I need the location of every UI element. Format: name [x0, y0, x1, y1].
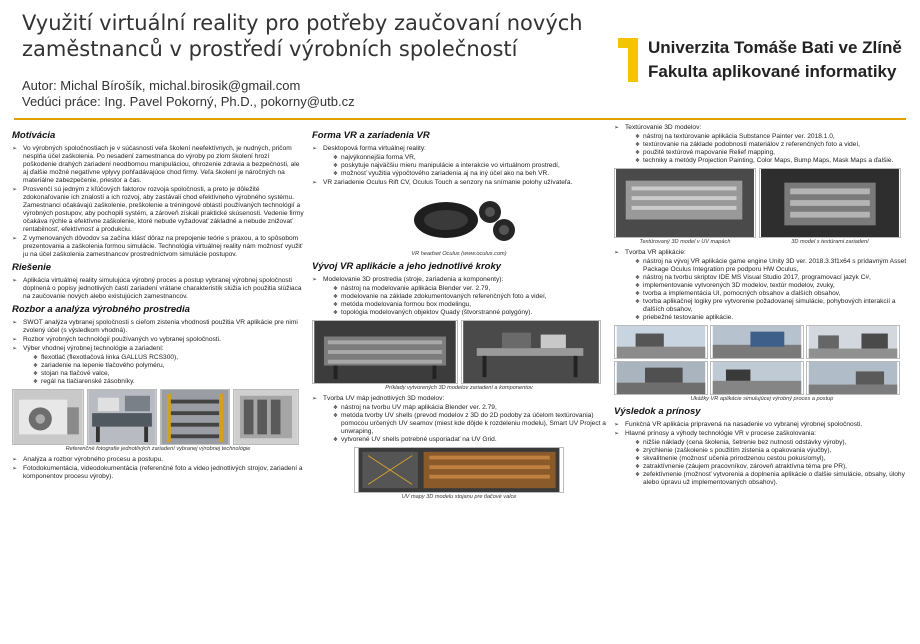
sub-list-item: ❖ použité textúrové mapovanie Relief mapping, [635, 149, 910, 157]
caption-uv-textured: Textúrovaný 3D model v UV mapách [639, 239, 731, 245]
section-heading-vysledok: Výsledok a prínosy [614, 406, 701, 417]
vr-app-list [614, 249, 910, 322]
sub-list-item: ❖ priebežné testovanie aplikácie. [635, 314, 910, 322]
sub-list-item: ❖ možnosť využitia výpočtového zariadenia aj na iný účel ako na beh VR. [333, 170, 606, 178]
texture-render-right [759, 168, 901, 249]
model-renders [312, 320, 606, 384]
sub-list-item: ❖ tvorba aplikačnej logiky pre vytvorenie požadovanej simulácie, pohybových interakcií a ďalších obsahov, [635, 298, 910, 314]
list-item [312, 145, 606, 178]
vr-app-screenshot [806, 361, 900, 395]
section-heading-vyvoj: Vývoj VR aplikácie a jeho jednotlivé kroky [312, 261, 502, 272]
vr-app-screenshot [710, 361, 804, 395]
university-logo [618, 36, 908, 88]
list-item [312, 179, 606, 187]
sub-list-item: ❖ najvýkonnejšia forma VR, [333, 154, 606, 162]
header-divider [14, 118, 906, 120]
sub-list-item: ❖ skvalitnenie (možnosť učenia prirodzenou cestou pokus/omyl), [635, 455, 910, 463]
sub-list-item: ❖ zatraktívnenie (záujem pracovníkov, zároveň atraktívna téma pre PR), [635, 463, 910, 471]
sub-list-item: ❖ nástroj na tvorbu skriptov IDE MS Visual Studio 2017, programovací jazyk C#, [635, 274, 910, 282]
list-item [312, 276, 606, 317]
sub-list [635, 439, 910, 487]
section-heading-motivacia: Motivácia [12, 130, 56, 141]
list-item-text: Funkčná VR aplikácia pripravená na nasadenie vo vybranej výrobnej spoločnosti. [625, 421, 863, 428]
sub-list-item: ❖ nástroj na tvorbu UV máp aplikácia Blender ver. 2.79, [333, 404, 606, 412]
caption-vr-app: Ukážky VR aplikácie simulujúcej výrobný proces a postup [690, 396, 834, 402]
list-item-text: VR zariadenie Oculus Rift CV, Oculus Touch a senzory na snímanie polohy užívateľa. [323, 179, 573, 186]
logo-university-name: Univerzita Tomáše Bati ve Zlíně [648, 38, 902, 57]
list-item: ➢ Analýza a rozbor výrobného procesu a postupu. [12, 456, 304, 464]
reference-photo-flexo-line [12, 389, 84, 445]
caption-vr-headset: VR headset Oculus (www.oculus.com) [411, 251, 507, 257]
sub-list [635, 258, 910, 322]
render-uv-textured [614, 168, 756, 238]
reference-photo-roller-stand [160, 389, 230, 445]
list-item [614, 249, 910, 322]
sub-list-item: ❖ metóda modelovania formou box modelingu, [333, 301, 606, 309]
render-textured-model [759, 168, 901, 238]
list-item-text: Hlavné prínosy a výhody technológie VR v procese zaškolovania: [625, 430, 816, 437]
sub-list-item: ❖ zariadenie na lepenie tlačového polyméru, [33, 362, 304, 370]
list-item: ➢ Z vymenovaných dôvodov sa začína klásť dôraz na prepojenie teórie s praxou, a to spôsobom prezentovania a zaškolenia formou simulácie. Technológia virtuálnej reality nám možnosť využiť ju na účel zaškolenia zamestnancov prostredníctvom simulácie postupov. [12, 235, 304, 259]
sub-list-item: ❖ zefektívnenie (možnosť vytvorenia a doplnenia aplikácie o ďalšie simulácie, obsahy, úlohy alebo úpravu už implementovaných obsahov). [635, 471, 910, 487]
rozbor-list [12, 319, 304, 386]
vr-headset-image [394, 190, 524, 250]
column-1 [12, 128, 304, 484]
column-3 [614, 124, 910, 490]
forma-list [312, 145, 606, 187]
list-item-text: Modelovanie 3D prostredia (stroje, zariadenia a komponenty): [323, 276, 504, 283]
author-line: Autor: Michal Bírošík, michal.birosik@gmail.com [22, 78, 301, 93]
texture-render-left [614, 168, 756, 249]
reference-photo-printer-rack [233, 389, 299, 445]
list-item-text: Tvorba VR aplikácie: [625, 249, 686, 256]
sub-list-item: ❖ flexotlač (flexotlačová linka GALLUS RCS300), [33, 354, 304, 362]
caption-reference-photos: Referenčné fotografie jednotlivých zariadení vybranej výrobnej technológie [65, 446, 251, 452]
sub-list-item: ❖ implementovanie vytvorených 3D modelov, textúr modelov, zvuky, [635, 282, 910, 290]
sub-list-item: ❖ stojan na tlačové valce, [33, 370, 304, 378]
vr-app-screenshot [614, 325, 708, 359]
sub-list-item: ❖ tvorba a implementácia UI, pomocných obsahov a ďalších obsahov, [635, 290, 910, 298]
vr-app-screenshot [614, 361, 708, 395]
list-item [12, 319, 304, 335]
sub-list-item: ❖ zrýchlenie (zaškolenie s použitím zistenia a opakovania výučby), [635, 447, 910, 455]
vr-app-screenshot [710, 325, 804, 359]
caption-uv-map: UV mapy 3D modelu stojanu pre tlačové valce [401, 494, 517, 500]
list-item: ➢ Prosvenčí sú jedným z kľúčových faktorov rozvoja spoločnosti, a preto je dôležité zdokonaľovanie ich znalostí a ich rozvoj, aby zastávali chod efektívneho výrobného systému. Zamestnanci očakávajú zaškolenie, preškolenie a tréningové oblastí používaných technológií a výrobných postupov, aby pochopili systém, a zároveň získali praktické skúsenosti. Vedenie firmy očakáva rýchle a efektívne zaškolenie, ktoré nebude vyžadovať základné a nebude znižovať rentabilnosť, efektívnosť a produkciu. [12, 186, 304, 234]
supervisor-line: Vedúci práce: Ing. Pavel Pokorný, Ph.D., pokorny@utb.cz [22, 94, 355, 109]
sub-list [635, 133, 910, 165]
sub-list-item: ❖ techniky a metódy Projection Painting, Color Maps, Bump Maps, Mask Maps a ďalšie. [635, 157, 910, 165]
riesenie-list [12, 277, 304, 301]
render-roller-stand-model [312, 320, 458, 384]
uv-list [312, 395, 606, 444]
uv-map-image [354, 447, 564, 493]
list-item [312, 395, 606, 444]
list-item: ➢ Fotodokumentácia, videodokumentácia (referenčné foto a video jednotlivých strojov, zariadení a komponentov procesu výroby). [12, 465, 304, 481]
list-item [614, 430, 910, 487]
list-item-text: Rozbor výrobných technológií používaných vo vybranej spoločnosti. [23, 336, 221, 343]
logo-faculty-name: Fakulta aplikované informatiky [648, 62, 897, 81]
sub-list-item: ❖ vytvorené UV shells potrebné usporiadať na UV Grid. [333, 436, 606, 444]
list-item-text: Textúrovanie 3D modelov: [625, 124, 702, 131]
texture-renders [614, 168, 910, 249]
sub-list [333, 154, 606, 178]
poster-title: Využití virtuální reality pro potřeby zaučovaní nových zaměstnanců v prostředí výrobních společností [22, 11, 583, 61]
list-item [614, 124, 910, 165]
sub-list-item: ❖ textúrovanie na základe podobnosti materiálov z referenčných foto a videí, [635, 141, 910, 149]
sub-list-item: ❖ nástroj na modelovanie aplikácia Blender ver. 2.79, [333, 285, 606, 293]
sub-list-item: ❖ topológia modelovaných objektov Quady (štvorstranné polygóny). [333, 309, 606, 317]
vysledok-list [614, 421, 910, 487]
vyvoj-list [312, 276, 606, 317]
reference-photos [12, 389, 304, 445]
rozbor-after-list [12, 456, 304, 481]
sub-list-item: ❖ nástroj na vývoj VR aplikácie game engine Unity 3D ver. 2018.3.3f1x64 s prídavným Asset Package Oculus Integration pre podporu HW Oculus, [635, 258, 910, 274]
column-2 [312, 128, 606, 504]
sub-list [33, 354, 304, 386]
caption-textured-model: 3D model s textúrami zariadení [791, 239, 869, 245]
list-item: ➢ Vo výrobných spoločnostiach je v súčasnosti veľa školení neefektívnych, je nudných, pričom nesplňa účel zaškolenia. Po nesadení zamestnanca do výroby po zlom školení hrozí poškodenie drahých zariadení neodbornou manipuláciou, ohrozenie zdravia a bezpečnosti, ale aj ďalšie možné negatívne vplyvy pohľadávajúce chod firmy. Veľa školení je náročných na materiálne zabezpečenie, priestor a čas. [12, 145, 304, 185]
list-item: ➢ Aplikácia virtuálnej reality simulujúca výrobný proces a postup vybranej výrobnej spoločnosti doplnená o popisy jednotlivých častí zariadení vrátane charakteristík slúžia ich použitia slúžiaca na zaučovanie nových alebo existujúcich zamestnancov. [12, 277, 304, 301]
texture-list [614, 124, 910, 165]
sub-list-item: ❖ poskytuje najväčšiu mieru manipulácie a interakcie vo virtuálnom prostredí, [333, 162, 606, 170]
section-heading-riesenie: Riešenie [12, 262, 52, 273]
render-table-model [461, 320, 601, 384]
sub-list-item: ❖ regál na tlačiarenské zásobníky. [33, 378, 304, 386]
list-item-text: Výber vhodnej výrobnej technológie a zariadení: [23, 345, 164, 352]
sub-list-item: ❖ nástroj na textúrovanie aplikácia Substance Painter ver. 2018.1.0, [635, 133, 910, 141]
sub-list-item: ❖ nižšie náklady (cena školenia, šetrenie bez nutnosti odstávky výroby), [635, 439, 910, 447]
motivacia-list [12, 145, 304, 259]
list-item-text: SWOT analýza vybranej spoločnosti s cieľom zistenia vhodnosti použitia VR aplikácie pre nimi zvolený účel (s výsledkom vhodná). [23, 319, 298, 334]
caption-model-renders: Príklady vytvorených 3D modelov zariadení a komponentov [385, 385, 533, 391]
list-item-text: Desktopová forma virtuálnej reality: [323, 145, 426, 152]
list-item-text: Tvorba UV máp jednotlivých 3D modelov: [323, 395, 445, 402]
sub-list [333, 404, 606, 444]
section-heading-forma-vr: Forma VR a zariadenia VR [312, 130, 430, 141]
reference-photo-polymer-table [87, 389, 157, 445]
sub-list-item: ❖ metóda tvorby UV shells (prevod modelov z 3D do 2D podoby za účelom textúrovania) pomocou určených UV seamov (miest kde dôjde k rozdeleniu modelu), Smart UV Project a unwraping, [333, 412, 606, 436]
vr-app-screenshots [614, 325, 910, 395]
vr-app-screenshot [806, 325, 900, 359]
sub-list [333, 285, 606, 317]
sub-list-item: ❖ modelovanie na základe zdokumentovaných referenčných foto a videí, [333, 293, 606, 301]
section-heading-rozbor: Rozbor a analýza výrobného prostredia [12, 304, 190, 315]
list-item [614, 421, 910, 429]
list-item [12, 345, 304, 386]
utb-logo-icon [618, 38, 640, 82]
list-item [12, 336, 304, 344]
